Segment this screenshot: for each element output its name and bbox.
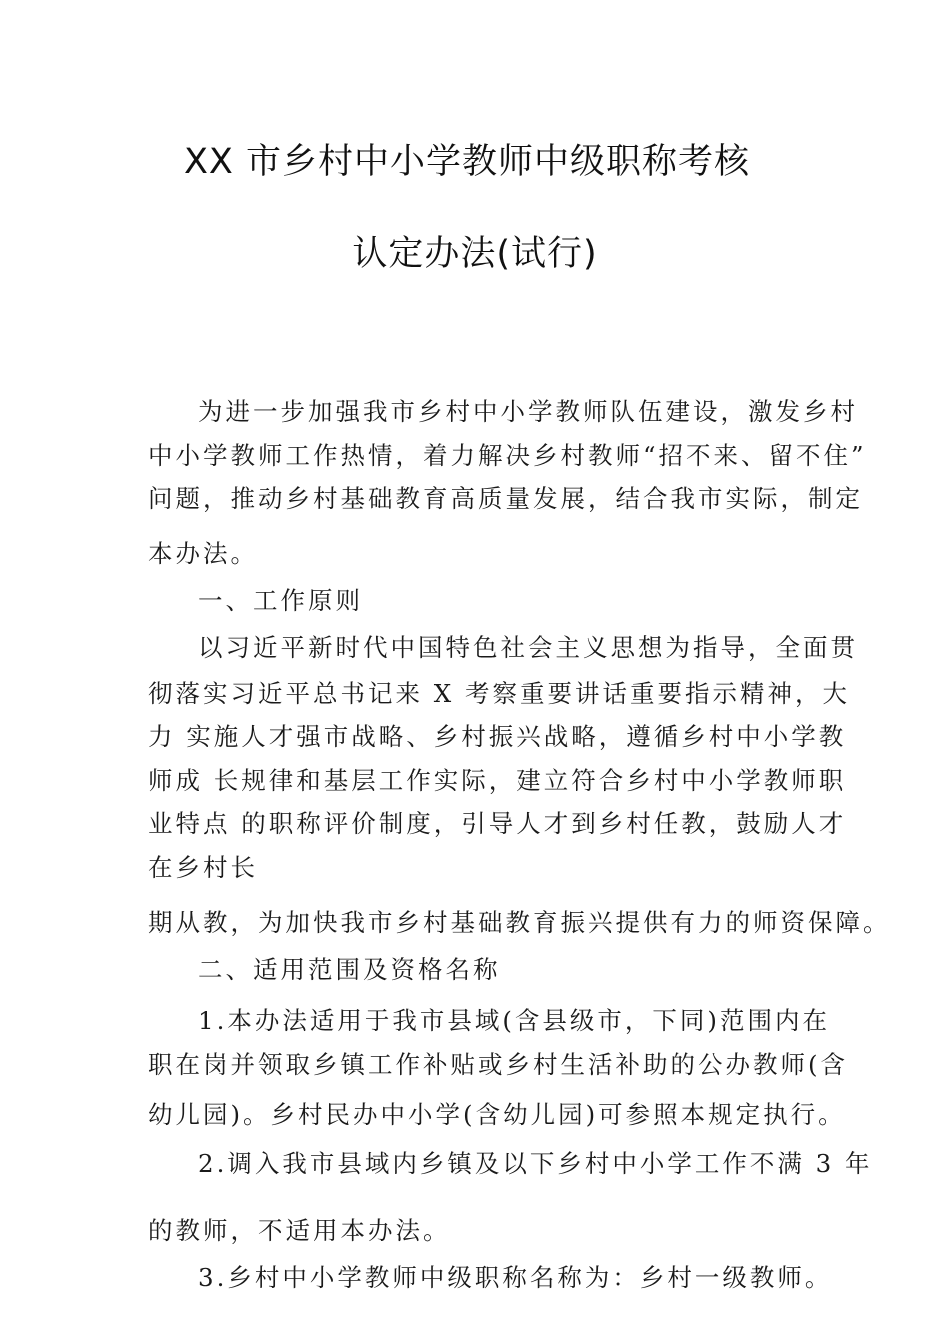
document-title-line-1: XX 市乡村中小学教师中级职称考核 — [183, 142, 751, 182]
body-text-line: 力 实施人才强市战略、乡村振兴战略，遵循乡村中小学教 — [148, 722, 847, 751]
body-text-line: 2.调入我市县域内乡镇及以下乡村中小学工作不满 3 年 — [198, 1149, 873, 1178]
body-text-line: 期从教，为加快我市乡村基础教育振兴提供有力的师资保障。 — [148, 908, 891, 937]
section-heading: 一、工作原则 — [198, 586, 363, 615]
body-text-line: 彻落实习近平总书记来 X 考察重要讲话重要指示精神，大 — [148, 679, 851, 708]
body-text-line: 本办法。 — [148, 539, 258, 568]
body-text-line: 中小学教师工作热情，着力解决乡村教师“招不来、留不住” — [148, 441, 867, 470]
section-heading: 二、适用范围及资格名称 — [198, 955, 501, 984]
body-text-line: 职在岗并领取乡镇工作补贴或乡村生活补助的公办教师(含 — [148, 1050, 849, 1079]
body-text-line: 3.乡村中小学教师中级职称名称为：乡村一级教师。 — [198, 1263, 833, 1292]
body-text-line: 为进一步加强我市乡村中小学教师队伍建设，激发乡村 — [198, 397, 858, 426]
body-text-line: 业特点 的职称评价制度，引导人才到乡村任教，鼓励人才 — [148, 809, 847, 838]
body-text-line: 在乡村长 — [148, 853, 258, 882]
body-text-line: 师成 长规律和基层工作实际，建立符合乡村中小学教师职 — [148, 766, 847, 795]
body-text-line: 的教师，不适用本办法。 — [148, 1216, 451, 1245]
body-text-line: 幼儿园)。乡村民办中小学(含幼儿园)可参照本规定执行。 — [148, 1100, 846, 1129]
body-text-line: 问题，推动乡村基础教育高质量发展，结合我市实际，制定 — [148, 484, 863, 513]
document-title-line-2: 认定办法(试行) — [352, 234, 598, 274]
body-text-line: 以习近平新时代中国特色社会主义思想为指导，全面贯 — [198, 633, 858, 662]
body-text-line: 1.本办法适用于我市县域(含县级市，下同)范围内在 — [198, 1006, 830, 1035]
